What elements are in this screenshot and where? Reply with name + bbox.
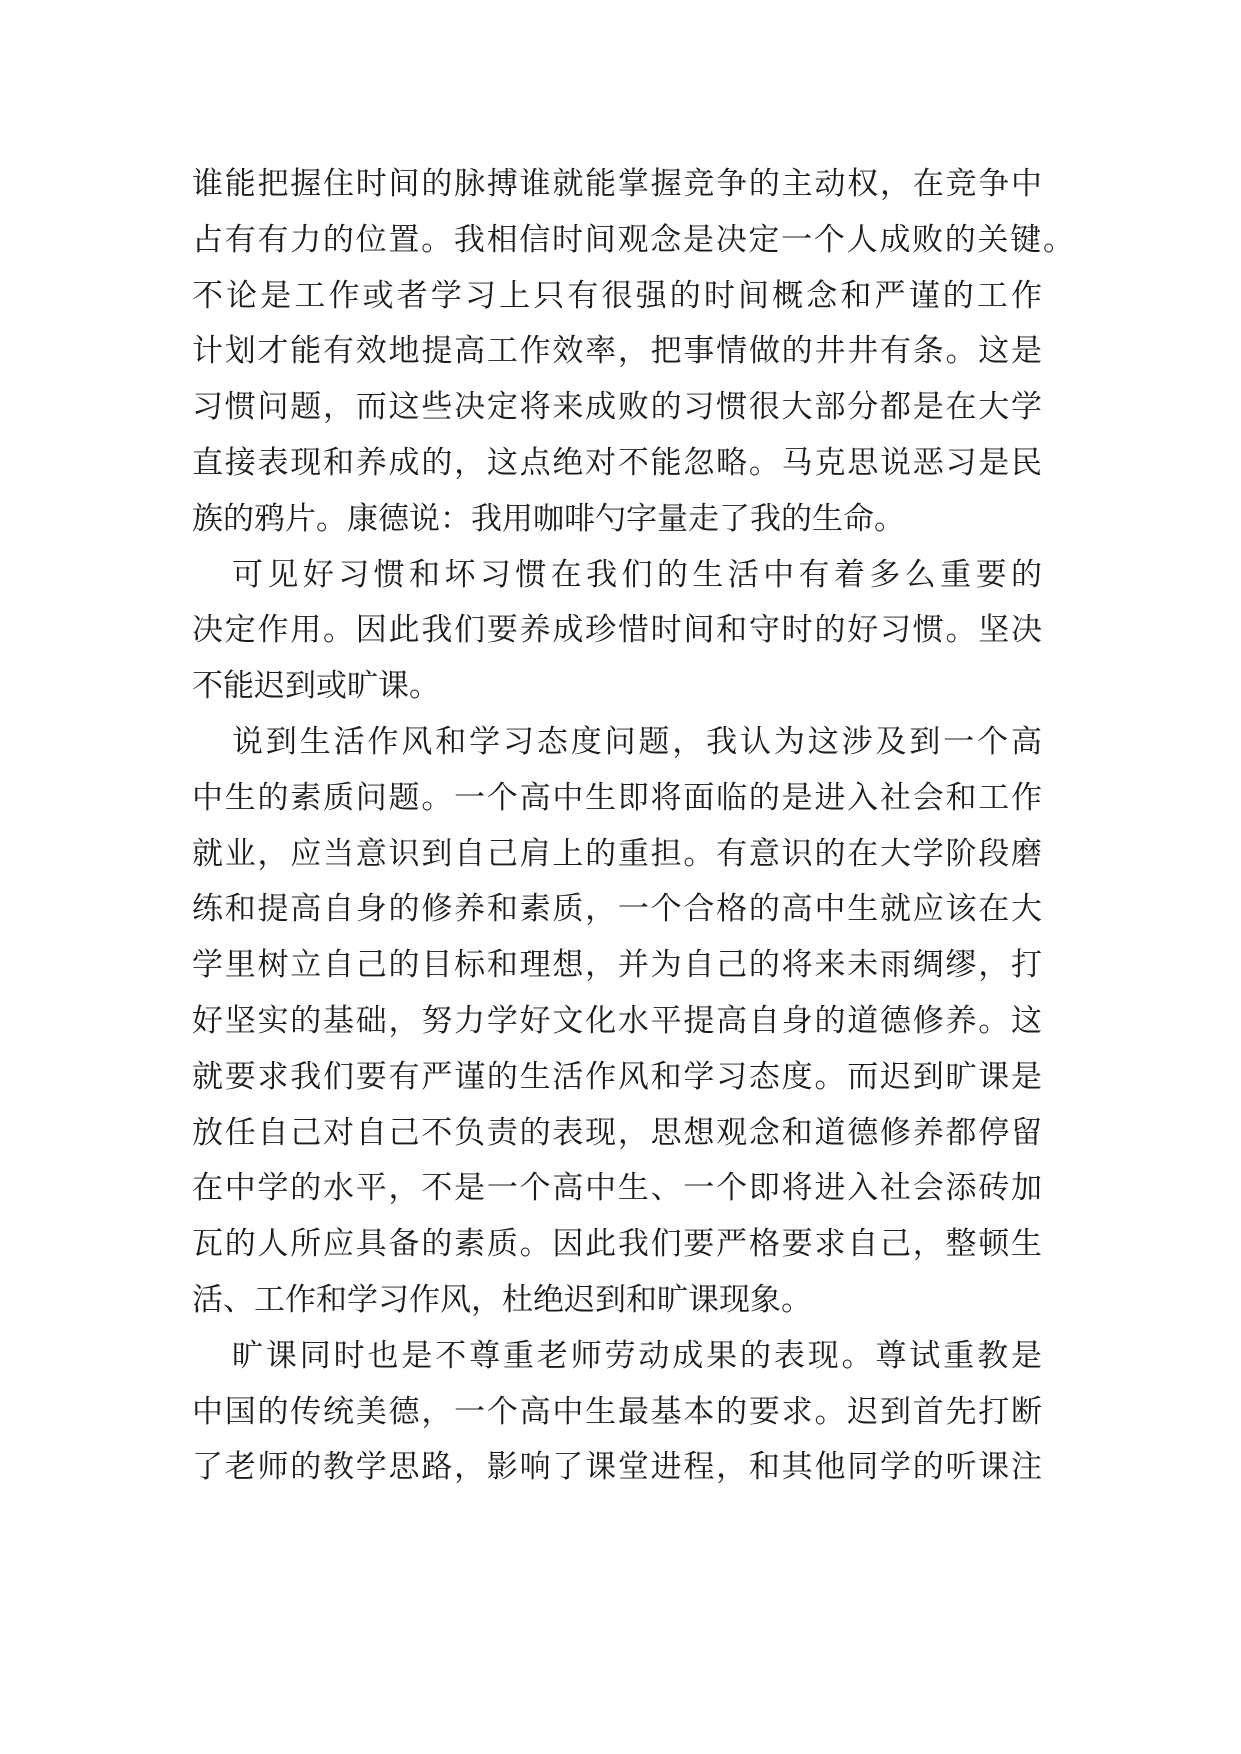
- text-line: 习惯问题，而这些决定将来成败的习惯很大部分都是在大学: [192, 389, 1042, 426]
- text-line: 可见好习惯和坏习惯在我们的生活中有着多么重要的: [232, 556, 1042, 593]
- text-line: 中国的传统美德，一个高中生最基本的要求。迟到首先打断: [192, 1393, 1042, 1430]
- text-line: 在中学的水平，不是一个高中生、一个即将进入社会添砖加: [192, 1170, 1042, 1207]
- document-body: [192, 157, 1092, 1496]
- text-line: 直接表现和养成的，这点绝对不能忽略。马克思说恶习是民: [192, 444, 1042, 481]
- text-line: 学里树立自己的目标和理想，并为自己的将来未雨绸缪，打: [192, 947, 1042, 984]
- text-line: 了老师的教学思路，影响了课堂进程，和其他同学的听课注: [192, 1449, 1042, 1486]
- text-line: 瓦的人所应具备的素质。因此我们要严格要求自己，整顿生: [192, 1226, 1042, 1263]
- paragraph-4: [192, 1329, 1092, 1496]
- text-line: 计划才能有效地提高工作效率，把事情做的井井有条。这是: [192, 333, 1042, 370]
- text-line: 放任自己对自己不负责的表现，思想观念和道德修养都停留: [192, 1114, 1042, 1151]
- text-line: 不能迟到或旷课。: [192, 668, 440, 705]
- text-line: 旷课同时也是不尊重老师劳动成果的表现。尊试重教是: [232, 1337, 1042, 1374]
- text-line: 就要求我们要有严谨的生活作风和学习态度。而迟到旷课是: [192, 1058, 1042, 1095]
- text-line: 中生的素质问题。一个高中生即将面临的是进入社会和工作: [192, 779, 1042, 816]
- text-line: 占有有力的位置。我相信时间观念是决定一个人成败的关键。: [192, 221, 1074, 258]
- text-line: 说到生活作风和学习态度问题，我认为这涉及到一个高: [232, 723, 1042, 760]
- text-line: 决定作用。因此我们要养成珍惜时间和守时的好习惯。坚决: [192, 612, 1042, 649]
- text-line: 不论是工作或者学习上只有很强的时间概念和严谨的工作: [192, 277, 1042, 314]
- text-line: 族的鸦片。康德说：我用咖啡勺字量走了我的生命。: [192, 500, 905, 537]
- text-line: 活、工作和学习作风，杜绝迟到和旷课现象。: [192, 1281, 812, 1318]
- paragraph-1: [192, 157, 1092, 548]
- paragraph-2: [192, 548, 1092, 715]
- text-line: 好坚实的基础，努力学好文化水平提高自身的道德修养。这: [192, 1002, 1042, 1039]
- text-line: 就业，应当意识到自己肩上的重担。有意识的在大学阶段磨: [192, 835, 1042, 872]
- text-line: 练和提高自身的修养和素质，一个合格的高中生就应该在大: [192, 891, 1042, 928]
- text-line: 谁能把握住时间的脉搏谁就能掌握竞争的主动权，在竞争中: [192, 166, 1042, 202]
- paragraph-3: [192, 715, 1092, 1329]
